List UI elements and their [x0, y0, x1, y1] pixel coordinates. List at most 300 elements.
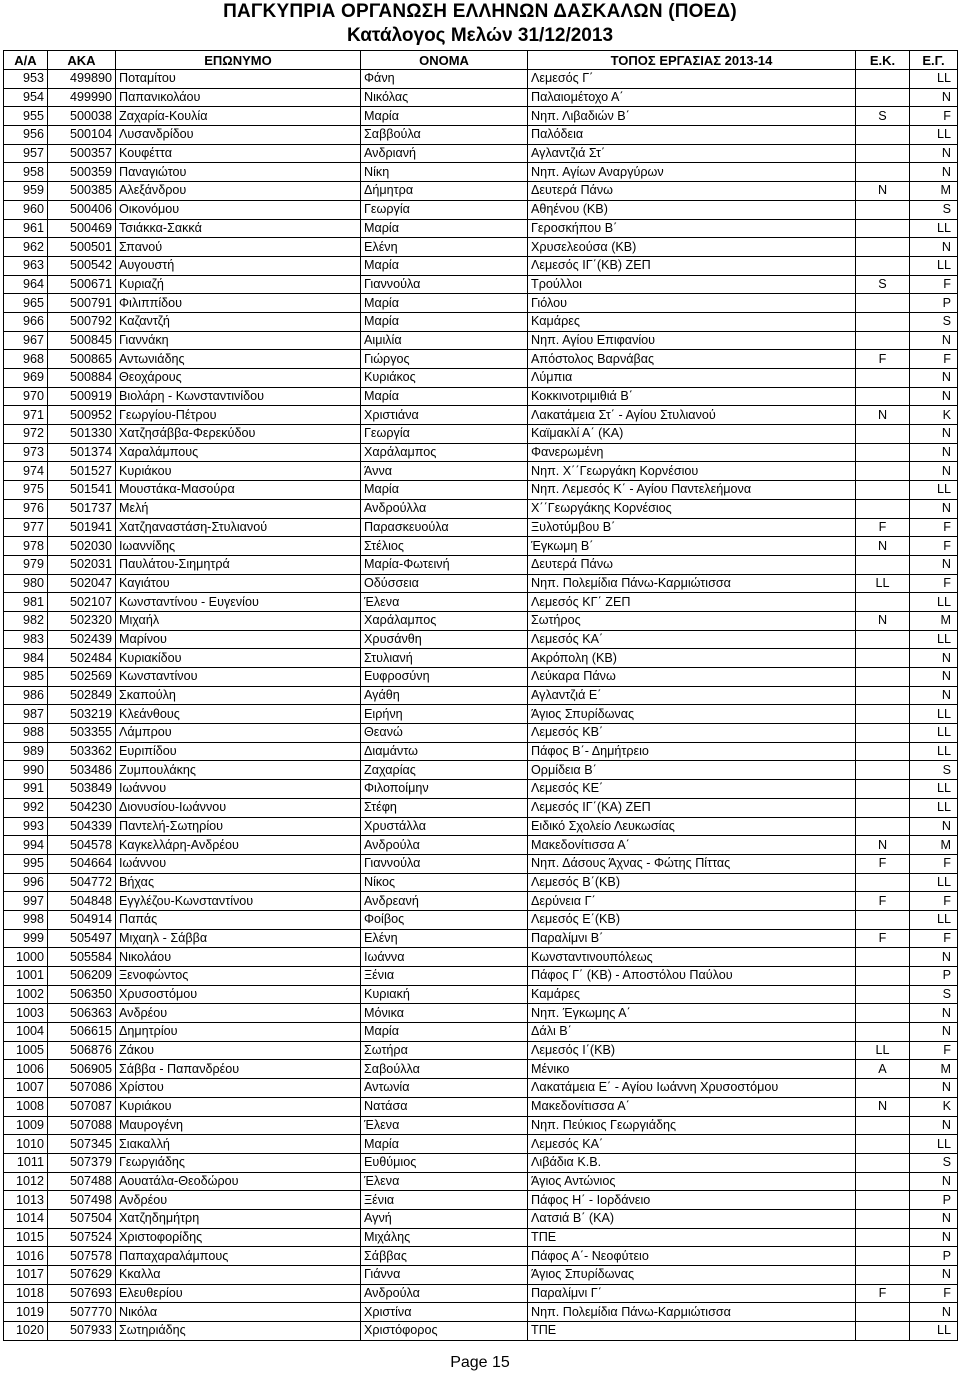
- cell-workplace: Νηπ. Λεμεσός Κ΄ - Αγίου Παντελεήμονα: [528, 481, 856, 500]
- cell-aka: 504848: [48, 892, 116, 911]
- cell-workplace: Λεμεσός ΚΑ΄: [528, 630, 856, 649]
- cell-eg: N: [910, 88, 958, 107]
- cell-ek: [856, 88, 910, 107]
- table-row: [4, 1303, 958, 1322]
- cell-ek: [856, 462, 910, 481]
- cell-name: Νατάσα: [361, 1097, 528, 1116]
- cell-workplace: Φανερωμένη: [528, 443, 856, 462]
- cell-surname: Χρυσοστόμου: [116, 985, 361, 1004]
- cell-aka: 504230: [48, 798, 116, 817]
- cell-eg: N: [910, 238, 958, 257]
- table-row: [4, 425, 958, 444]
- cell-workplace: Παλόδεια: [528, 126, 856, 145]
- table-row: [4, 1060, 958, 1079]
- table-row: [4, 518, 958, 537]
- cell-name: Νίκη: [361, 163, 528, 182]
- cell-eg: M: [910, 611, 958, 630]
- cell-serial: 959: [4, 182, 48, 201]
- cell-name: Μαρία: [361, 481, 528, 500]
- cell-workplace: Απόστολος Βαρνάβας: [528, 350, 856, 369]
- cell-name: Μόνικα: [361, 1004, 528, 1023]
- table-row: [4, 854, 958, 873]
- cell-aka: 500542: [48, 256, 116, 275]
- cell-serial: 985: [4, 668, 48, 687]
- cell-name: Μαρία: [361, 219, 528, 238]
- cell-ek: [856, 1079, 910, 1098]
- cell-surname: Μελή: [116, 499, 361, 518]
- cell-surname: Αλεξάνδρου: [116, 182, 361, 201]
- cell-ek: [856, 910, 910, 929]
- cell-eg: S: [910, 985, 958, 1004]
- table-row: [4, 686, 958, 705]
- cell-name: Σαβούλλα: [361, 1060, 528, 1079]
- cell-workplace: Μακεδονίτισσα Α΄: [528, 1097, 856, 1116]
- table-row: [4, 1153, 958, 1172]
- cell-eg: N: [910, 387, 958, 406]
- members-table: [3, 50, 958, 1341]
- cell-aka: 506876: [48, 1041, 116, 1060]
- cell-eg: K: [910, 406, 958, 425]
- cell-serial: 1020: [4, 1322, 48, 1341]
- cell-eg: N: [910, 499, 958, 518]
- cell-serial: 1018: [4, 1284, 48, 1303]
- cell-workplace: Αγλαντζιά Ε΄: [528, 686, 856, 705]
- table-row: [4, 1172, 958, 1191]
- cell-name: Στυλιανή: [361, 649, 528, 668]
- cell-aka: 504339: [48, 817, 116, 836]
- cell-name: Χρυσάνθη: [361, 630, 528, 649]
- cell-name: Ξένια: [361, 1191, 528, 1210]
- cell-serial: 1002: [4, 985, 48, 1004]
- cell-eg: N: [910, 668, 958, 687]
- cell-surname: Ελευθερίου: [116, 1284, 361, 1303]
- cell-workplace: Κοκκινοτριμιθιά Β΄: [528, 387, 856, 406]
- cell-eg: N: [910, 1116, 958, 1135]
- cell-serial: 958: [4, 163, 48, 182]
- cell-aka: 502107: [48, 593, 116, 612]
- cell-name: Ανδρεανή: [361, 892, 528, 911]
- cell-name: Άννα: [361, 462, 528, 481]
- cell-surname: Κυριάκου: [116, 1097, 361, 1116]
- cell-surname: Χατζηαναστάση-Στυλιανού: [116, 518, 361, 537]
- table-row: [4, 910, 958, 929]
- cell-eg: LL: [910, 705, 958, 724]
- cell-ek: N: [856, 611, 910, 630]
- cell-workplace: Λακατάμεια Στ΄ - Αγίου Στυλιανού: [528, 406, 856, 425]
- cell-ek: F: [856, 350, 910, 369]
- cell-name: Ζαχαρίας: [361, 761, 528, 780]
- cell-surname: Νικολάου: [116, 948, 361, 967]
- cell-ek: [856, 873, 910, 892]
- table-row: [4, 817, 958, 836]
- table-row: [4, 107, 958, 126]
- cell-surname: Γιαννάκη: [116, 331, 361, 350]
- table-row: [4, 705, 958, 724]
- cell-name: Φιλοποίμην: [361, 780, 528, 799]
- cell-ek: S: [856, 275, 910, 294]
- cell-serial: 977: [4, 518, 48, 537]
- cell-name: Ανδρούλα: [361, 1284, 528, 1303]
- cell-eg: S: [910, 761, 958, 780]
- cell-serial: 971: [4, 406, 48, 425]
- table-row: [4, 780, 958, 799]
- cell-ek: [856, 724, 910, 743]
- table-row: [4, 873, 958, 892]
- cell-ek: N: [856, 836, 910, 855]
- cell-eg: F: [910, 574, 958, 593]
- column-header-ek: Ε.Κ.: [856, 51, 910, 70]
- cell-serial: 972: [4, 425, 48, 444]
- table-row: [4, 406, 958, 425]
- cell-workplace: Λεμεσός Ι΄(ΚΒ): [528, 1041, 856, 1060]
- cell-name: Διαμάντω: [361, 742, 528, 761]
- cell-aka: 499890: [48, 70, 116, 89]
- cell-ek: [856, 780, 910, 799]
- cell-surname: Καγκελλάρη-Ανδρέου: [116, 836, 361, 855]
- cell-serial: 964: [4, 275, 48, 294]
- cell-eg: F: [910, 537, 958, 556]
- cell-serial: 1011: [4, 1153, 48, 1172]
- cell-surname: Σιακαλλή: [116, 1135, 361, 1154]
- cell-workplace: Νηπ. Αγίων Αναργύρων: [528, 163, 856, 182]
- cell-ek: [856, 1004, 910, 1023]
- cell-surname: Λάμπρου: [116, 724, 361, 743]
- cell-serial: 998: [4, 910, 48, 929]
- cell-workplace: Μένικο: [528, 1060, 856, 1079]
- cell-ek: F: [856, 929, 910, 948]
- cell-eg: S: [910, 312, 958, 331]
- table-row: [4, 1284, 958, 1303]
- cell-serial: 1009: [4, 1116, 48, 1135]
- cell-aka: 503362: [48, 742, 116, 761]
- cell-workplace: Πάφος Α΄- Νεοφύτειο: [528, 1247, 856, 1266]
- cell-surname: Παντελή-Σωτηρίου: [116, 817, 361, 836]
- cell-eg: N: [910, 369, 958, 388]
- cell-ek: [856, 593, 910, 612]
- cell-serial: 989: [4, 742, 48, 761]
- cell-ek: [856, 294, 910, 313]
- cell-surname: Βιολάρη - Κωνσταντινίδου: [116, 387, 361, 406]
- cell-name: Γιάννα: [361, 1266, 528, 1285]
- cell-ek: [856, 948, 910, 967]
- cell-aka: 500884: [48, 369, 116, 388]
- cell-ek: N: [856, 182, 910, 201]
- cell-workplace: Λεμεσός Β΄(ΚΒ): [528, 873, 856, 892]
- cell-eg: N: [910, 443, 958, 462]
- cell-ek: LL: [856, 574, 910, 593]
- table-body: [4, 70, 958, 1341]
- cell-serial: 1006: [4, 1060, 48, 1079]
- cell-ek: [856, 163, 910, 182]
- cell-serial: 1004: [4, 1023, 48, 1042]
- cell-workplace: Ακρόπολη (ΚΒ): [528, 649, 856, 668]
- cell-surname: Ιωάννου: [116, 780, 361, 799]
- cell-serial: 955: [4, 107, 48, 126]
- cell-ek: [856, 705, 910, 724]
- cell-workplace: Νηπ. Δάσους Άχνας - Φώτης Πίττας: [528, 854, 856, 873]
- cell-ek: [856, 1322, 910, 1341]
- cell-ek: [856, 200, 910, 219]
- table-row: [4, 312, 958, 331]
- table-row: [4, 593, 958, 612]
- cell-workplace: Λεμεσός ΚΕ΄: [528, 780, 856, 799]
- cell-eg: F: [910, 854, 958, 873]
- cell-surname: Κουφέττα: [116, 144, 361, 163]
- cell-aka: 500038: [48, 107, 116, 126]
- cell-name: Στέφη: [361, 798, 528, 817]
- cell-workplace: Λεμεσός ΚΑ΄: [528, 1135, 856, 1154]
- cell-name: Ευφροσύνη: [361, 668, 528, 687]
- cell-workplace: Σωτήρος: [528, 611, 856, 630]
- cell-ek: [856, 1191, 910, 1210]
- cell-ek: [856, 668, 910, 687]
- cell-workplace: Λεμεσός Γ΄: [528, 70, 856, 89]
- cell-eg: LL: [910, 742, 958, 761]
- cell-aka: 501737: [48, 499, 116, 518]
- cell-serial: 961: [4, 219, 48, 238]
- cell-workplace: Έγκωμη Β΄: [528, 537, 856, 556]
- cell-workplace: Νηπ. Πολεμίδια Πάνω-Καρμιώτισσα: [528, 1303, 856, 1322]
- cell-name: Γεωργία: [361, 425, 528, 444]
- cell-aka: 506350: [48, 985, 116, 1004]
- cell-name: Ιωάννα: [361, 948, 528, 967]
- cell-eg: N: [910, 462, 958, 481]
- page-number: Page 15: [450, 1354, 510, 1371]
- cell-serial: 988: [4, 724, 48, 743]
- cell-aka: 507524: [48, 1228, 116, 1247]
- cell-surname: Σωτηριάδης: [116, 1322, 361, 1341]
- cell-surname: Μαυρογένη: [116, 1116, 361, 1135]
- cell-workplace: ΤΠΕ: [528, 1322, 856, 1341]
- cell-aka: 500865: [48, 350, 116, 369]
- table-row: [4, 929, 958, 948]
- cell-eg: M: [910, 836, 958, 855]
- cell-surname: Μιχαήλ: [116, 611, 361, 630]
- cell-workplace: Λιβάδια Κ.Β.: [528, 1153, 856, 1172]
- cell-aka: 507933: [48, 1322, 116, 1341]
- cell-serial: 1012: [4, 1172, 48, 1191]
- cell-eg: N: [910, 555, 958, 574]
- cell-surname: Ποταμίτου: [116, 70, 361, 89]
- cell-ek: F: [856, 854, 910, 873]
- table-row: [4, 1041, 958, 1060]
- table-row: [4, 1247, 958, 1266]
- cell-workplace: Ξυλοτύμβου Β΄: [528, 518, 856, 537]
- cell-name: Σαββούλα: [361, 126, 528, 145]
- cell-name: Χρυστάλλα: [361, 817, 528, 836]
- cell-serial: 1013: [4, 1191, 48, 1210]
- cell-ek: [856, 1153, 910, 1172]
- cell-aka: 503849: [48, 780, 116, 799]
- cell-surname: Καζαντζή: [116, 312, 361, 331]
- cell-surname: Χρίστου: [116, 1079, 361, 1098]
- cell-serial: 982: [4, 611, 48, 630]
- cell-eg: LL: [910, 780, 958, 799]
- cell-surname: Βήχας: [116, 873, 361, 892]
- cell-workplace: Παραλίμνι Γ΄: [528, 1284, 856, 1303]
- cell-workplace: Αθηένου (ΚΒ): [528, 200, 856, 219]
- cell-name: Έλενα: [361, 593, 528, 612]
- table-row: [4, 238, 958, 257]
- cell-eg: LL: [910, 593, 958, 612]
- cell-surname: Αυγουστή: [116, 256, 361, 275]
- cell-ek: [856, 555, 910, 574]
- cell-workplace: Λεμεσός ΚΓ΄ ΖΕΠ: [528, 593, 856, 612]
- cell-ek: [856, 1135, 910, 1154]
- cell-surname: Παπανικολάου: [116, 88, 361, 107]
- cell-surname: Παπάς: [116, 910, 361, 929]
- cell-workplace: Καϊμακλί Α΄ (ΚΑ): [528, 425, 856, 444]
- cell-aka: 504772: [48, 873, 116, 892]
- cell-eg: LL: [910, 910, 958, 929]
- cell-name: Μαρία: [361, 256, 528, 275]
- cell-name: Αιμιλία: [361, 331, 528, 350]
- cell-workplace: Γεροσκήπου Β΄: [528, 219, 856, 238]
- cell-name: Ανδρούλλα: [361, 499, 528, 518]
- cell-aka: 507488: [48, 1172, 116, 1191]
- cell-workplace: Παραλίμνι Β΄: [528, 929, 856, 948]
- cell-workplace: Λατσιά Β΄ (ΚΑ): [528, 1209, 856, 1228]
- cell-aka: 506363: [48, 1004, 116, 1023]
- cell-name: Ξένια: [361, 967, 528, 986]
- cell-aka: 505584: [48, 948, 116, 967]
- cell-aka: 507345: [48, 1135, 116, 1154]
- cell-serial: 1016: [4, 1247, 48, 1266]
- cell-surname: Ξενοφώντος: [116, 967, 361, 986]
- cell-serial: 980: [4, 574, 48, 593]
- cell-workplace: Μακεδονίτισσα Α΄: [528, 836, 856, 855]
- cell-name: Μαρία: [361, 1135, 528, 1154]
- cell-eg: F: [910, 1284, 958, 1303]
- cell-surname: Γεωργιάδης: [116, 1153, 361, 1172]
- cell-serial: 999: [4, 929, 48, 948]
- cell-workplace: Λεύκαρα Πάνω: [528, 668, 856, 687]
- cell-aka: 507087: [48, 1097, 116, 1116]
- cell-ek: F: [856, 1284, 910, 1303]
- cell-eg: N: [910, 1209, 958, 1228]
- cell-aka: 500469: [48, 219, 116, 238]
- cell-surname: Διονυσίου-Ιωάννου: [116, 798, 361, 817]
- cell-eg: LL: [910, 873, 958, 892]
- cell-serial: 993: [4, 817, 48, 836]
- cell-ek: N: [856, 537, 910, 556]
- cell-ek: [856, 798, 910, 817]
- cell-eg: LL: [910, 724, 958, 743]
- cell-name: Σάββας: [361, 1247, 528, 1266]
- table-row: [4, 967, 958, 986]
- cell-eg: N: [910, 163, 958, 182]
- cell-aka: 503486: [48, 761, 116, 780]
- cell-serial: 954: [4, 88, 48, 107]
- cell-ek: [856, 481, 910, 500]
- table-row: [4, 761, 958, 780]
- cell-surname: Κυριάκου: [116, 462, 361, 481]
- cell-serial: 991: [4, 780, 48, 799]
- table-row: [4, 1023, 958, 1042]
- cell-ek: [856, 219, 910, 238]
- cell-eg: N: [910, 948, 958, 967]
- column-header-workplace: ΤΟΠΟΣ ΕΡΓΑΣΙΑΣ 2013-14: [528, 51, 856, 70]
- table-row: [4, 798, 958, 817]
- cell-eg: LL: [910, 256, 958, 275]
- cell-workplace: Πάφος Γ΄ (ΚΒ) - Αποστόλου Παύλου: [528, 967, 856, 986]
- cell-ek: [856, 985, 910, 1004]
- cell-workplace: Γιόλου: [528, 294, 856, 313]
- cell-ek: [856, 70, 910, 89]
- cell-name: Νίκος: [361, 873, 528, 892]
- cell-ek: [856, 630, 910, 649]
- cell-ek: [856, 1172, 910, 1191]
- cell-serial: 968: [4, 350, 48, 369]
- cell-eg: S: [910, 200, 958, 219]
- cell-aka: 507379: [48, 1153, 116, 1172]
- column-header-eg: Ε.Γ.: [910, 51, 958, 70]
- cell-name: Στέλιος: [361, 537, 528, 556]
- cell-serial: 967: [4, 331, 48, 350]
- cell-ek: LL: [856, 1041, 910, 1060]
- cell-eg: LL: [910, 1322, 958, 1341]
- cell-workplace: Λεμεσός ΙΓ΄(ΚΑ) ΖΕΠ: [528, 798, 856, 817]
- cell-workplace: Άγιος Σπυρίδωνας: [528, 1266, 856, 1285]
- cell-workplace: Ορμίδεια Β΄: [528, 761, 856, 780]
- cell-workplace: Λεμεσός Ε΄(ΚΒ): [528, 910, 856, 929]
- cell-serial: 990: [4, 761, 48, 780]
- cell-serial: 1017: [4, 1266, 48, 1285]
- cell-name: Αντωνία: [361, 1079, 528, 1098]
- cell-ek: A: [856, 1060, 910, 1079]
- cell-name: Κυριάκος: [361, 369, 528, 388]
- cell-eg: M: [910, 1060, 958, 1079]
- cell-aka: 500952: [48, 406, 116, 425]
- cell-serial: 969: [4, 369, 48, 388]
- cell-surname: Σκαπούλη: [116, 686, 361, 705]
- table-row: [4, 1191, 958, 1210]
- cell-ek: [856, 761, 910, 780]
- table-row: [4, 1079, 958, 1098]
- cell-workplace: Άγιος Αντώνιος: [528, 1172, 856, 1191]
- cell-name: Γιώργος: [361, 350, 528, 369]
- cell-aka: 507088: [48, 1116, 116, 1135]
- cell-eg: LL: [910, 70, 958, 89]
- cell-eg: P: [910, 1247, 958, 1266]
- table-row: [4, 350, 958, 369]
- table-row: [4, 630, 958, 649]
- cell-ek: [856, 1116, 910, 1135]
- cell-ek: [856, 1303, 910, 1322]
- cell-serial: 957: [4, 144, 48, 163]
- cell-workplace: Νηπ. Αγίου Επιφανίου: [528, 331, 856, 350]
- cell-name: Χαράλαμπος: [361, 611, 528, 630]
- cell-aka: 500791: [48, 294, 116, 313]
- cell-aka: 506615: [48, 1023, 116, 1042]
- cell-ek: [856, 387, 910, 406]
- cell-ek: [856, 499, 910, 518]
- cell-aka: 503219: [48, 705, 116, 724]
- cell-surname: Γεωργίου-Πέτρου: [116, 406, 361, 425]
- table-row: [4, 1266, 958, 1285]
- cell-surname: Χατζησάββα-Φερεκύδου: [116, 425, 361, 444]
- cell-eg: F: [910, 518, 958, 537]
- table-row: [4, 88, 958, 107]
- table-row: [4, 163, 958, 182]
- cell-aka: 502484: [48, 649, 116, 668]
- cell-ek: [856, 967, 910, 986]
- cell-ek: [856, 144, 910, 163]
- cell-eg: LL: [910, 126, 958, 145]
- cell-eg: M: [910, 182, 958, 201]
- table-row: [4, 331, 958, 350]
- cell-surname: Ζυμπουλάκης: [116, 761, 361, 780]
